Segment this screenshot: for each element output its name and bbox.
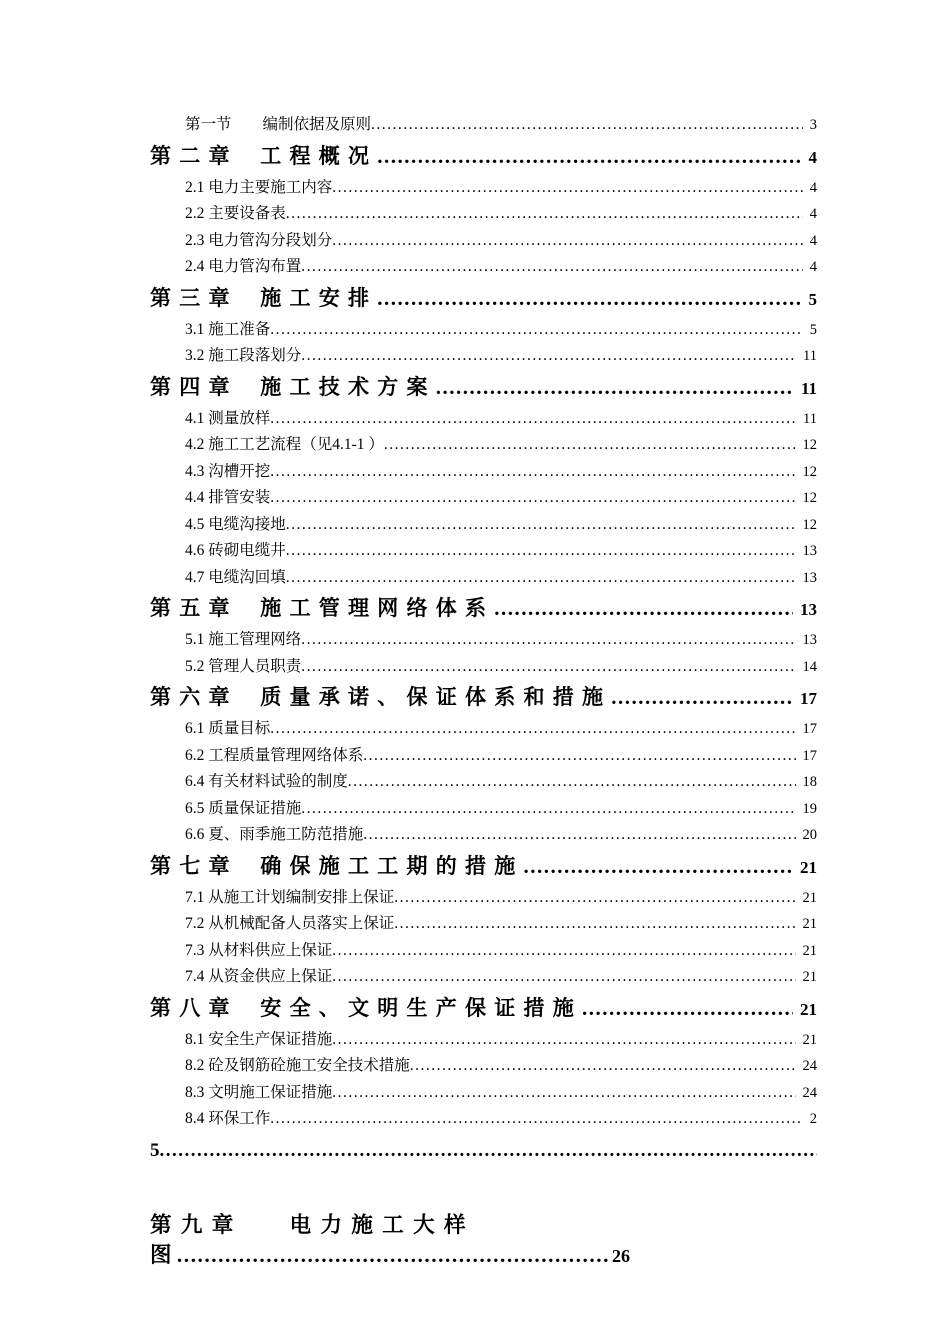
toc-entry: [150, 994, 817, 1024]
toc-entry-label: 3.1 施工准备: [185, 320, 271, 338]
toc-entry: [150, 594, 817, 624]
dot-leader: [348, 769, 796, 795]
dot-leader: [436, 373, 794, 402]
toc-entry-label: 6.1 质量目标: [185, 720, 271, 737]
page-number: 21: [802, 1031, 817, 1048]
toc-entry-label: 4.1 测量放样: [185, 409, 271, 427]
toc-entry: [150, 228, 817, 255]
page-number: 13: [802, 632, 817, 648]
toc-entry: [150, 627, 817, 654]
dot-leader: [384, 432, 796, 458]
toc-entry-label: 7.3 从材料供应上保证: [185, 941, 333, 959]
toc: [150, 112, 817, 1271]
toc-entry: [150, 485, 817, 512]
dot-leader: [301, 654, 795, 680]
dot-leader: [582, 994, 793, 1023]
dot-leader: [286, 201, 803, 227]
toc-entry: [150, 769, 817, 796]
toc-entry-label: 第 七 章 确 保 施 工 工 期 的 措 施: [150, 853, 524, 878]
dot-leader: [377, 284, 801, 313]
toc-entry: [150, 822, 817, 849]
toc-entry-label: 4.3 沟槽开挖: [185, 462, 271, 480]
page-number: 5: [809, 321, 817, 338]
page-number: 12: [802, 463, 817, 480]
dot-leader: [524, 852, 794, 881]
page-number: 5: [808, 289, 817, 309]
dot-leader: [332, 1027, 795, 1053]
dot-leader: [270, 406, 796, 432]
toc-entry-label: 第 六 章 质 量 承 诺 、 保 证 体 系 和 措 施: [150, 685, 612, 709]
toc-entry: [150, 142, 817, 172]
dot-leader: [394, 911, 795, 937]
dot-leader: [160, 1136, 818, 1166]
toc-entry: [150, 938, 817, 965]
dot-leader: [286, 512, 796, 538]
page-number: 14: [802, 658, 817, 675]
page-number: 18: [802, 774, 817, 790]
dot-leader: [332, 938, 795, 964]
toc-entry-label: 2.4 电力管沟布置: [185, 258, 302, 275]
dot-leader: [332, 175, 802, 201]
dot-leader: [270, 317, 802, 343]
page-number: 12: [802, 490, 817, 506]
page-number: 17: [800, 689, 817, 708]
page-number: 12: [802, 437, 817, 453]
toc-entry-label: 第 九 章 电 力 施 工 大 样: [150, 1212, 468, 1237]
toc-entry: [150, 796, 817, 823]
page-number: 13: [800, 600, 817, 619]
toc-entry-label: 第 四 章 施 工 技 术 方 案: [150, 374, 436, 399]
dot-leader: [177, 1240, 610, 1270]
page-number: 4: [808, 147, 817, 167]
page-number: 17: [802, 747, 817, 764]
page-number: 24: [802, 1058, 817, 1074]
page-number: 4: [809, 179, 817, 196]
dot-leader: [494, 594, 793, 623]
toc-entry: [150, 1053, 817, 1080]
dot-leader: [301, 796, 795, 822]
toc-entry-label: 第 八 章 安 全 、 文 明 生 产 保 证 措 施: [150, 995, 582, 1020]
dot-leader: [377, 142, 801, 171]
page-number: 21: [802, 969, 817, 985]
toc-entry: [150, 406, 817, 433]
toc-entry-label: 6.4 有关材料试验的制度: [185, 773, 348, 790]
dot-leader: [410, 1053, 796, 1079]
toc-entry-label: 2.3 电力管沟分段划分: [185, 231, 333, 249]
toc-entry: [150, 432, 817, 459]
toc-entry-label: 7.2 从机械配备人员落实上保证: [185, 915, 395, 932]
toc-entry: [150, 885, 817, 912]
page-number: 4: [809, 232, 817, 249]
toc-entry: [150, 201, 817, 228]
toc-entry: [150, 284, 817, 314]
toc-entry-label: 5: [150, 1139, 160, 1161]
page-number: 19: [802, 800, 817, 817]
toc-entry: [150, 538, 817, 565]
toc-entry-label: 4.4 排管安装: [185, 489, 271, 506]
dot-leader: [301, 343, 796, 369]
page-number: 11: [803, 410, 817, 427]
toc-entry: [150, 254, 817, 281]
page-number: 21: [800, 857, 817, 877]
toc-entry: [150, 1240, 630, 1271]
toc-entry-label: 5.2 管理人员职责: [185, 657, 302, 675]
dot-leader: [301, 627, 795, 653]
page-number: 2: [809, 1111, 817, 1127]
toc-entry-label: 6.6 夏、雨季施工防范措施: [185, 826, 364, 843]
dot-leader: [394, 885, 795, 911]
toc-entry-label: 4.5 电缆沟接地: [185, 515, 286, 533]
dot-leader: [286, 538, 796, 564]
page-number: 21: [802, 889, 817, 906]
toc-entry: [150, 683, 817, 713]
toc-entry: [150, 964, 817, 991]
dot-leader: [270, 1106, 802, 1132]
dot-leader: [332, 228, 802, 254]
dot-leader: [363, 822, 795, 848]
dot-leader: [332, 964, 795, 990]
page-number: 3: [809, 117, 817, 133]
dot-leader: [363, 743, 795, 769]
toc-entry-label: 图: [150, 1242, 177, 1267]
page-number: 4: [809, 206, 817, 222]
page-number: 12: [802, 516, 817, 533]
toc-entry: [150, 1080, 817, 1107]
toc-entry-label: 3.2 施工段落划分: [185, 347, 302, 364]
toc-entry: [150, 565, 817, 592]
toc-entry: [150, 852, 817, 882]
dot-leader: [270, 459, 795, 485]
toc-entry-label: 2.1 电力主要施工内容: [185, 178, 333, 196]
toc-entry-label: 第 三 章 施 工 安 排: [150, 285, 378, 310]
dot-leader: [332, 1080, 795, 1106]
page-number: 13: [802, 569, 817, 586]
page-number: 21: [800, 999, 817, 1019]
toc-entry: [150, 1136, 817, 1166]
toc-entry-label: 6.2 工程质量管理网络体系: [185, 746, 364, 764]
toc-entry-label: 5.1 施工管理网络: [185, 631, 302, 648]
dot-leader: [301, 254, 802, 280]
dot-leader: [270, 716, 795, 742]
toc-entry: [150, 1106, 817, 1133]
toc-entry-label: 8.1 安全生产保证措施: [185, 1030, 333, 1048]
toc-entry-label: 4.2 施工工艺流程（见4.1-1 ）: [185, 436, 384, 453]
page-number: 26: [612, 1245, 630, 1266]
toc-entry: [150, 373, 817, 403]
page-number: 17: [802, 721, 817, 737]
toc-entry: [150, 716, 817, 743]
page-number: 20: [802, 827, 817, 843]
page-number: 21: [802, 942, 817, 959]
toc-entry-label: 第 二 章 工 程 概 况: [150, 143, 378, 168]
toc-entry: [150, 459, 817, 486]
toc-entry-label: 4.6 砖砌电缆井: [185, 542, 286, 559]
page-number: 13: [802, 543, 817, 559]
toc-entry-label: 7.1 从施工计划编制安排上保证: [185, 888, 395, 906]
toc-entry: [150, 175, 817, 202]
toc-entry: [150, 512, 817, 539]
page-number: 11: [803, 348, 817, 364]
toc-entry: [150, 911, 817, 938]
page-number: 4: [809, 259, 817, 275]
toc-entry-label: 8.4 环保工作: [185, 1110, 271, 1127]
toc-entry-label: 第一节 编制依据及原则: [185, 116, 372, 133]
page-number: 24: [802, 1084, 817, 1101]
toc-entry: [150, 343, 817, 370]
page-number: 21: [802, 916, 817, 932]
toc-entry-label: 6.5 质量保证措施: [185, 799, 302, 817]
toc-entry-label: 8.3 文明施工保证措施: [185, 1083, 333, 1101]
toc-entry-label: 第 五 章 施 工 管 理 网 络 体 系: [150, 596, 495, 620]
dot-leader: [286, 565, 796, 591]
toc-entry-label: 7.4 从资金供应上保证: [185, 968, 333, 985]
toc-entry: [150, 112, 817, 139]
toc-entry: [150, 654, 817, 681]
toc-entry: [150, 317, 817, 344]
toc-entry-label: 2.2 主要设备表: [185, 205, 286, 222]
toc-entry-label: 4.7 电缆沟回填: [185, 568, 286, 586]
dot-leader: [371, 112, 803, 138]
toc-entry: [150, 1210, 817, 1240]
page-number: 11: [800, 378, 817, 398]
dot-leader: [270, 485, 795, 511]
dot-leader: [611, 683, 793, 712]
toc-entry: [150, 1027, 817, 1054]
toc-entry-label: 8.2 砼及钢筋砼施工安全技术措施: [185, 1057, 410, 1074]
toc-entry: [150, 743, 817, 770]
